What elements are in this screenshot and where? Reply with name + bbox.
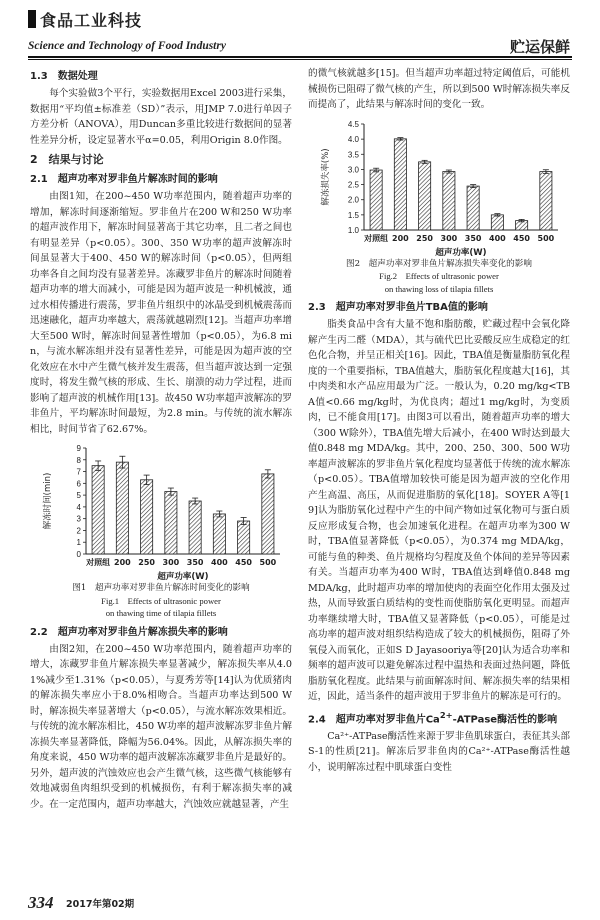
journal-title-en: Science and Technology of Food Industry bbox=[28, 40, 226, 52]
figure-1-caption-en-1: Fig.1 Effects of ultrasonic power bbox=[101, 595, 221, 606]
section-2-3-title: 2.3 超声功率对罗非鱼片TBA值的影响 bbox=[308, 302, 488, 313]
bar-400 bbox=[213, 514, 225, 554]
bar-对照组 bbox=[370, 170, 382, 230]
logo-bar bbox=[28, 10, 36, 28]
y-tick-label: 3.5 bbox=[347, 149, 359, 159]
x-tick-label: 200 bbox=[114, 558, 131, 567]
x-tick-label: 300 bbox=[440, 233, 458, 243]
bar-500 bbox=[262, 474, 274, 554]
journal-logo bbox=[28, 8, 168, 30]
figure-1-chart bbox=[30, 442, 292, 582]
bar-350 bbox=[467, 186, 479, 230]
y-tick-label: 1 bbox=[76, 538, 81, 548]
y-tick-label: 1.5 bbox=[347, 210, 359, 220]
x-tick-label: 500 bbox=[259, 558, 277, 567]
section-2-4-title-a: 2.4 超声功率对罗非鱼片Ca bbox=[308, 713, 440, 725]
section-2-1-title: 2.1 超声功率对罗非鱼片解冻时间的影响 bbox=[30, 174, 218, 185]
section-2-4-title-sup: 2+ bbox=[439, 709, 453, 720]
y-tick-label: 2.5 bbox=[347, 180, 359, 190]
y-tick-label: 0 bbox=[76, 550, 81, 559]
left-column bbox=[30, 66, 292, 812]
x-tick-label: 对照组 bbox=[86, 558, 111, 567]
issue-label: 2017年第02期 bbox=[66, 899, 135, 910]
bar-250 bbox=[141, 480, 153, 554]
y-tick-label: 4 bbox=[76, 502, 81, 512]
journal-title-zh: 食品工业科技 bbox=[40, 11, 143, 30]
y-tick-label: 8 bbox=[76, 455, 81, 465]
section-2-2-text: 由图2知，在200~450 W功率范围内，随着超声功率的增大，冻藏罗非鱼片解冻损失率显著减少，解冻损失率从4.01%减少至1.31%（p<0.05），与夏秀芳等[14]认为优质猪肉的解冻损失率应小于8.0%相吻合。当超声功率达到500 W时，解冻损失率显著增大（p<0.05），与流水解冻效果相近。与传统的流水解冻相比，450 W功率的超声波解冻罗非鱼片解冻损失率显著降低，降幅为56.04%。因此，从解冻损失率的角度来说，450 W功率的超声波解冻冻藏罗非鱼片是最好的。另外，超声波的汽蚀效应也会产生微气核，这些微气核能够有效地减弱鱼肉组织受到的机械损伤，有利于解冻损失率的减少。在一定范围内，超声功率越大，汽蚀效应就越显著，产生 bbox=[30, 643, 292, 810]
x-tick-label: 450 bbox=[235, 558, 252, 567]
y-axis-label: 解冻时间(min) bbox=[43, 472, 53, 530]
y-tick-label: 1.0 bbox=[347, 225, 359, 235]
figure-1-caption-zh: 图1 超声功率对罗非鱼片解冻时间变化的影响 bbox=[72, 583, 250, 593]
y-tick-label: 4.5 bbox=[347, 119, 359, 129]
y-tick-label: 3 bbox=[76, 514, 81, 524]
figure-2-caption-zh: 图2 超声功率对罗非鱼片解冻损失率变化的影响 bbox=[346, 258, 532, 269]
section-2-1-text: 由图1知，在200~450 W功率范围内，随着超声功率的增加，解冻时间逐渐缩短。罗非鱼片在200 W和250 W功率的超声波作用下，解冻时间显著高于其它功率，且二者之间也有明显差异（p<0.05）。300、350 W功率的超声波解冻时间虽显著大于400、450 W的解冻时间（p<0.05），但两组功率各自之间均没有显著差异。冻藏罗非鱼片的解冻时间随着超声功率的增大而减小，可能是因为超声波是一种机械波，通过水相传播进行震荡，罗非鱼片组织中的冰晶受到机械震荡而迅速融化，超声功率越大，震荡就越剧烈[12]。当超声功率增大至500 W时，解冻时间显著性增加（p<0.05），为6.8 min，与流水解冻组并没有显著性差异，可能是因为超声波的空化效应在水中产生微气核并发生震荡，但当超声波达到一定强度时，将发生微气核的形成、生长、崩溃的动力学过程，进而影响了超声波的机械作用[13]。故450 W功率超声波解冻的罗非鱼片，平均解冻时间最短，为2.8 min。与传统的流水解冻相比，时间节省了62.67%。 bbox=[30, 191, 292, 435]
page-number: 334 bbox=[28, 893, 54, 912]
x-tick-label: 500 bbox=[537, 233, 555, 243]
y-tick-label: 7 bbox=[76, 467, 81, 477]
y-tick-label: 9 bbox=[76, 444, 81, 453]
x-tick-label: 250 bbox=[416, 233, 433, 243]
y-tick-label: 5 bbox=[76, 491, 81, 501]
x-tick-label: 250 bbox=[138, 558, 155, 567]
figure-1-caption-en-2: on thawing time of tilapia fillets bbox=[105, 608, 217, 618]
bar-300 bbox=[443, 171, 455, 229]
section-2-4-text: Ca²⁺-ATPase酶活性来源于罗非鱼肌球蛋白，表征其头部S-1的性质[21]。解冻后罗非鱼肉的Ca²⁺-ATPase酶活性越小，说明解冻过程中肌球蛋白变性 bbox=[308, 730, 570, 773]
x-axis-label: 超声功率(W) bbox=[435, 247, 487, 258]
x-tick-label: 300 bbox=[162, 558, 180, 567]
bar-450 bbox=[238, 521, 250, 554]
section-label: 贮运保鲜 bbox=[509, 38, 570, 56]
y-tick-label: 6 bbox=[76, 479, 81, 489]
y-axis-label: 解冻损失率(%) bbox=[321, 147, 331, 206]
x-tick-label: 400 bbox=[489, 233, 506, 243]
section-1-3-title: 1.3 数据处理 bbox=[30, 71, 98, 82]
figure-1 bbox=[30, 442, 292, 620]
x-tick-label: 对照组 bbox=[364, 233, 389, 243]
continued-text: 的微气核就越多[15]。但当超声功率超过特定阈值后，可能机械损伤已阻碍了微气核的产生，所以到500 W时解冻损失率反而提高了，此结果与解冻时间的变化一致。 bbox=[308, 68, 570, 110]
bar-350 bbox=[189, 501, 201, 554]
bar-对照组 bbox=[92, 466, 104, 554]
x-tick-label: 350 bbox=[186, 558, 204, 567]
y-tick-label: 4.0 bbox=[347, 134, 359, 144]
section-2-2-title: 2.2 超声功率对罗非鱼片解冻损失率的影响 bbox=[30, 626, 228, 638]
figure-2-chart bbox=[308, 118, 570, 258]
y-tick-label: 2.0 bbox=[347, 195, 359, 205]
bar-500 bbox=[540, 171, 552, 229]
right-column bbox=[308, 66, 570, 775]
y-tick-label: 2 bbox=[76, 526, 81, 536]
section-2-4-title bbox=[308, 707, 570, 728]
section-2-4-title-b: -ATPase酶活性的影响 bbox=[452, 713, 558, 725]
x-tick-label: 200 bbox=[392, 233, 409, 243]
figure-2 bbox=[308, 118, 570, 296]
x-tick-label: 450 bbox=[513, 233, 530, 243]
bar-250 bbox=[419, 161, 431, 229]
section-1-3-text: 每个实验做3个平行，实验数据用Excel 2003进行采集，数据用“平均值±标准差（SD）”表示，用JMP 7.0进行单因子方差分析（ANOVA），用Duncan多重比较进行数据间的显著性差异分析，设定显著水平α=0.05，利用Origin 8.0作图。 bbox=[30, 88, 292, 146]
x-tick-label: 350 bbox=[464, 233, 482, 243]
bar-200 bbox=[394, 138, 406, 229]
figure-2-caption-en-1: Fig.2 Effects of ultrasonic power bbox=[379, 271, 499, 281]
section-2-title: 2 结果与讨论 bbox=[30, 153, 104, 166]
bar-200 bbox=[116, 462, 128, 554]
page-footer bbox=[28, 893, 148, 913]
x-axis-label: 超声功率(W) bbox=[157, 572, 209, 582]
section-2-3-text: 脂类食品中含有大量不饱和脂肪酸，贮藏过程中会氧化降解产生丙二醛（MDA），其与硫代巴比妥酸反应生成稳定的红色化合物，并呈正相关[16]。因此，TBA值是衡量脂肪氧化程度的一个重要指标，TBA值越大，脂肪氧化程度越大[16]，其中肉类和水产品应用最为广泛。一般认为，0.20 mg/kg<TBA值<0.66 mg/kg时，为优良肉；超过1 mg/kg时，为变质肉，已不能食用[17]。由图3可以看出，随着超声功率的增大（300 W除外），TBA值先增大后减小，在400 W时达到最大值0.848 mg MDA/kg。其中，200、250、300、500 W功率超声波解冻的罗非鱼片氧化程度均显著低于传统的流水解冻（p<0.05）。TBA值增加较快可能是因为超声波的空化作用产生高温、高压，从而促进脂肪的氧化[18]。SOYER A等[19]认为脂肪氧化过程中产生的中间产物如过氧化物可与蛋白质反应形成复合物，也会加速氧化进程。在超声功率为300 W时，TBA值显著降低（p<0.05），为0.374 mg MDA/kg，可能与鱼的种类、鱼片规格均匀程度及鱼个体间的差异等因素有关。当超声功率为400 W时，TBA值达到峰值0.848 mg MDA/kg，此时超声功率的增加使肉的表面空化作用太强及过热，从而导致蛋白质结构的变性而使脂肪氧化更明显。而超声功率继续增大时，TBA值又显著降低（p<0.05），可能是过高功率的超声波对组织结构造成了较大的机械损伤，阻碍了外氧侵入而氧化，正如S D Jayasooriya等[20]认为适合功率和频率的超声波可以避免解冻过程中温热和表面过热问题，降低脂肪氧化程度。此结果与前面解冻时间、解冻损失率的结果相近，因此，适当条件的超声波用于罗非鱼片的解冻是可行的。 bbox=[308, 319, 570, 702]
header-rule-thin bbox=[28, 59, 572, 60]
y-tick-label: 3.0 bbox=[347, 164, 359, 174]
bar-400 bbox=[491, 214, 503, 229]
header-rule bbox=[28, 56, 572, 58]
figure-2-caption-en-2: on thawing loss of tilapia fillets bbox=[384, 283, 494, 294]
x-tick-label: 400 bbox=[211, 558, 228, 567]
bar-300 bbox=[165, 492, 177, 554]
